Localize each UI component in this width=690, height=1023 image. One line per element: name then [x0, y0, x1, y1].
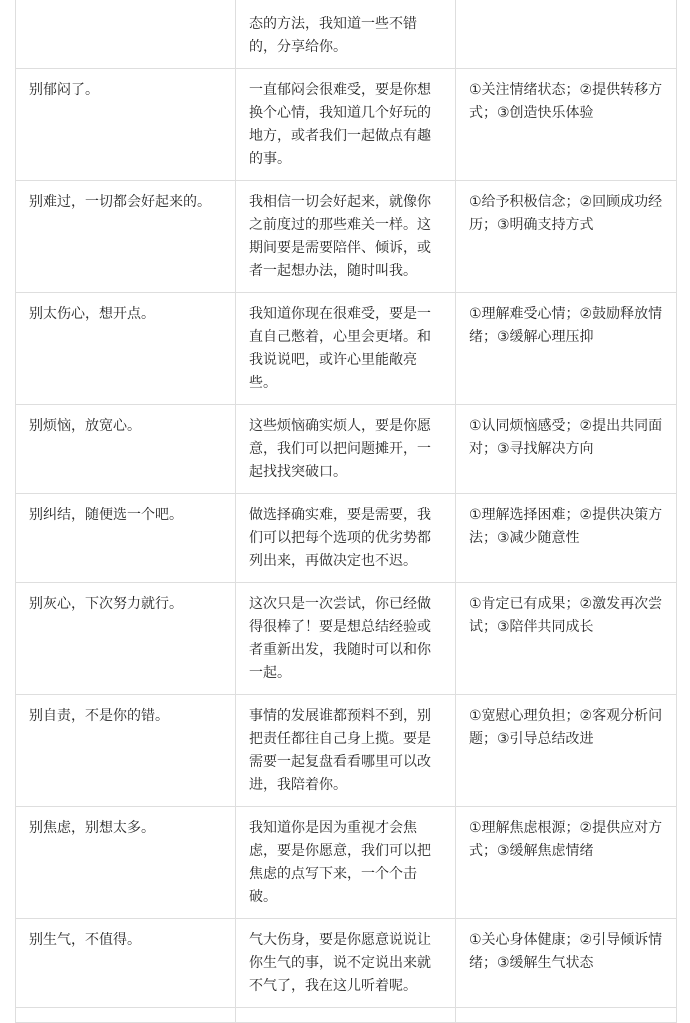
- table-row: [16, 695, 677, 807]
- phrase-cell: 别焦虑，别想太多。: [16, 807, 236, 919]
- response-cell: 这些烦恼确实烦人，要是你愿意，我们可以把问题摊开，一起找找突破口。: [236, 405, 456, 494]
- purpose-cell: ①理解焦虑根源；②提供应对方式；③缓解焦虑情绪: [456, 807, 677, 919]
- table-row: [16, 293, 677, 405]
- table-row: [16, 807, 677, 919]
- response-cell: 气大伤身，要是你愿意说说让你生气的事，说不定说出来就不气了，我在这儿听着呢。: [236, 919, 456, 1008]
- purpose-cell: ①宽慰心理负担；②客观分析问题；③引导总结改进: [456, 695, 677, 807]
- table-row: [16, 494, 677, 583]
- response-cell: 事情的发展谁都预料不到，别把责任都往自己身上揽。要是需要一起复盘看看哪里可以改进，我陪着你。: [236, 695, 456, 807]
- table-row: [16, 405, 677, 494]
- table-row-partial: [16, 1008, 677, 1023]
- phrase-cell: 别纠结，随便选一个吧。: [16, 494, 236, 583]
- response-cell: 这次只是一次尝试，你已经做得很棒了！要是想总结经验或者重新出发，我随时可以和你一起。: [236, 583, 456, 695]
- response-cell: 我知道你是因为重视才会焦虑，要是你愿意，我们可以把焦虑的点写下来，一个个击破。: [236, 807, 456, 919]
- table-row: [16, 583, 677, 695]
- empty-cell: [456, 1008, 677, 1023]
- phrase-cell: 别灰心，下次努力就行。: [16, 583, 236, 695]
- purpose-cell: ①肯定已有成果；②激发再次尝试；③陪伴共同成长: [456, 583, 677, 695]
- purpose-cell: ①关注情绪状态；②提供转移方式；③创造快乐体验: [456, 69, 677, 181]
- purpose-cell: ①理解选择困难；②提供决策方法；③减少随意性: [456, 494, 677, 583]
- purpose-cell: [456, 0, 677, 69]
- purpose-cell: ①关心身体健康；②引导倾诉情绪；③缓解生气状态: [456, 919, 677, 1008]
- phrase-cell: 别郁闷了。: [16, 69, 236, 181]
- table-row: [16, 181, 677, 293]
- phrase-cell: 别烦恼，放宽心。: [16, 405, 236, 494]
- response-cell: 我相信一切会好起来，就像你之前度过的那些难关一样。这期间要是需要陪伴、倾诉，或者一起想办法，随时叫我。: [236, 181, 456, 293]
- table-row: [16, 919, 677, 1008]
- phrase-cell: [16, 0, 236, 69]
- purpose-cell: ①给予积极信念；②回顾成功经历；③明确支持方式: [456, 181, 677, 293]
- comfort-phrases-table: [15, 0, 677, 1023]
- table-row: [16, 69, 677, 181]
- response-cell: 态的方法，我知道一些不错的，分享给你。: [236, 0, 456, 69]
- purpose-cell: ①理解难受心情；②鼓励释放情绪；③缓解心理压抑: [456, 293, 677, 405]
- phrase-cell: 别生气，不值得。: [16, 919, 236, 1008]
- phrase-cell: 别难过，一切都会好起来的。: [16, 181, 236, 293]
- phrase-cell: 别太伤心，想开点。: [16, 293, 236, 405]
- response-cell: 我知道你现在很难受，要是一直自己憋着，心里会更堵。和我说说吧，或许心里能敞亮些。: [236, 293, 456, 405]
- response-cell: 一直郁闷会很难受，要是你想换个心情，我知道几个好玩的地方，或者我们一起做点有趣的事。: [236, 69, 456, 181]
- phrase-cell: 别自责，不是你的错。: [16, 695, 236, 807]
- purpose-cell: ①认同烦恼感受；②提出共同面对；③寻找解决方向: [456, 405, 677, 494]
- empty-cell: [236, 1008, 456, 1023]
- response-cell: 做选择确实难，要是需要，我们可以把每个选项的优劣势都列出来，再做决定也不迟。: [236, 494, 456, 583]
- empty-cell: [16, 1008, 236, 1023]
- table-row: [16, 0, 677, 69]
